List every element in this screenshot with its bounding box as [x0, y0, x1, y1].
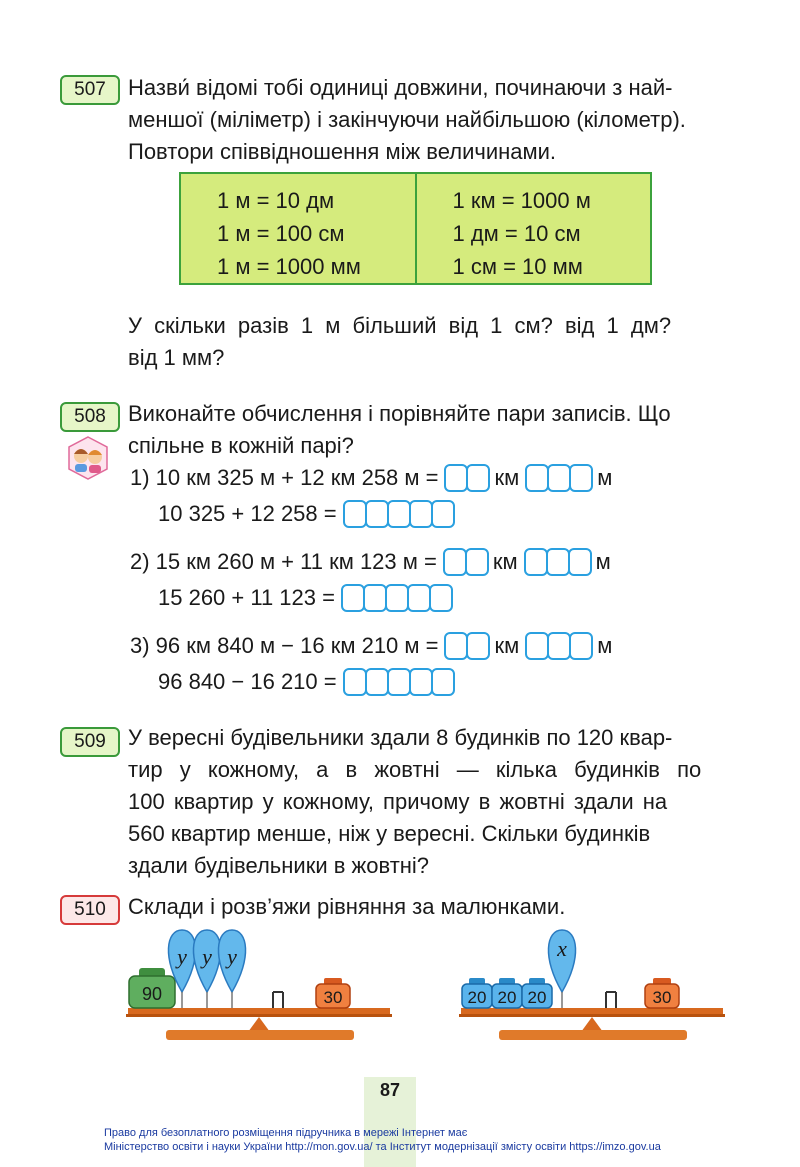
answer-box[interactable]	[409, 668, 433, 696]
exercise-507-question	[128, 310, 720, 374]
unit-m: м	[597, 633, 613, 658]
conversion-row: 1 км = 1000 м	[452, 188, 591, 213]
answer-box[interactable]	[568, 548, 592, 576]
answer-box[interactable]	[409, 500, 433, 528]
conversion-row: 1 м = 10 дм	[217, 188, 335, 213]
svg-text:x: x	[557, 936, 567, 961]
answer-boxes-km[interactable]	[443, 548, 487, 576]
conversion-row: 1 м = 1000 мм	[217, 254, 361, 279]
conversion-row: 1 дм = 10 см	[452, 221, 581, 246]
answer-box[interactable]	[465, 548, 489, 576]
task-2-expression	[130, 547, 611, 577]
answer-boxes-m[interactable]	[524, 548, 590, 576]
answer-box[interactable]	[524, 548, 548, 576]
answer-box[interactable]	[569, 464, 593, 492]
answer-box[interactable]	[547, 464, 571, 492]
answer-boxes[interactable]	[343, 668, 453, 696]
text-line: від 1 мм?	[128, 345, 225, 370]
footer-notice	[104, 1126, 661, 1154]
text-line: тир у кожному, а в жовтні — кілька будинків по	[128, 757, 702, 782]
balance-scale-2	[459, 928, 725, 1046]
task-1-expression	[130, 463, 612, 493]
unit-conversion-table	[179, 172, 652, 285]
unit-m: м	[597, 465, 613, 490]
exercise-number-507: 507	[60, 75, 120, 105]
task-1-number-expression	[158, 499, 459, 529]
scale-beam	[461, 1008, 723, 1014]
answer-box[interactable]	[569, 632, 593, 660]
text-line: спільне в кожній парі?	[128, 433, 354, 458]
text-line: 100 квартир у кожному, причому в жовтні здали на	[128, 789, 668, 814]
answer-boxes-km[interactable]	[444, 632, 488, 660]
answer-box[interactable]	[444, 464, 468, 492]
conversion-row: 1 м = 100 см	[217, 221, 345, 246]
answer-boxes-m[interactable]	[525, 464, 591, 492]
svg-text:20: 20	[527, 988, 547, 1007]
task-2-number-expression	[158, 583, 457, 613]
unit-m: м	[595, 549, 611, 574]
exercise-number-509: 509	[60, 727, 120, 757]
weight-left	[129, 968, 175, 1008]
text-line: 560 квартир менше, ніж у вересні. Скільки будинків	[128, 821, 651, 846]
footer-line: Міністерство освіти і науки України http://mon.gov.ua/ та Інститут модернізації змісту освіти https://imzo.gov.ua	[104, 1141, 661, 1153]
answer-boxes[interactable]	[341, 584, 451, 612]
unit-km: км	[494, 633, 520, 658]
text-line: У скільки разів 1 м більший від 1 см? від 1 дм?	[128, 313, 672, 338]
expression-text: 2) 15 км 260 м + 11 км 123 м =	[130, 549, 437, 574]
answer-box[interactable]	[365, 668, 389, 696]
weight-left	[522, 978, 552, 1008]
exercise-number-510: 510	[60, 895, 120, 925]
svg-text:y: y	[202, 944, 212, 969]
balloon-y	[193, 930, 220, 1008]
answer-box[interactable]	[343, 500, 367, 528]
expression-text: 3) 96 км 840 м − 16 км 210 м =	[130, 633, 439, 658]
answer-box[interactable]	[341, 584, 365, 612]
weight-right	[316, 978, 350, 1008]
scale-base	[166, 1030, 354, 1040]
conversion-column-left	[181, 174, 415, 283]
expression-text: 15 260 + 11 123 =	[158, 585, 335, 610]
text-line: меншої (міліметр) і закінчуючи найбільшою (кілометр).	[128, 107, 686, 132]
expression-text: 10 325 + 12 258 =	[158, 501, 337, 526]
exercise-509-text	[128, 722, 722, 882]
task-3-expression	[130, 631, 612, 661]
svg-text:y: y	[177, 944, 187, 969]
text-line: Склади і розв’яжи рівняння за малюнками.	[128, 894, 566, 919]
expression-text: 96 840 − 16 210 =	[158, 669, 337, 694]
page-number: 87	[379, 1080, 401, 1100]
answer-box[interactable]	[546, 548, 570, 576]
balloon-y	[218, 930, 245, 1008]
pair-work-icon	[66, 436, 110, 480]
weight-label: 90	[141, 984, 163, 1004]
exercise-510-text	[128, 891, 720, 923]
unit-km: км	[492, 549, 518, 574]
exercise-number-508: 508	[60, 402, 120, 432]
answer-box[interactable]	[466, 464, 490, 492]
balance-scale-1	[126, 928, 392, 1046]
answer-box[interactable]	[443, 548, 467, 576]
scale-base	[499, 1030, 687, 1040]
text-line: здали будівельники в жовтні?	[128, 853, 430, 878]
answer-box[interactable]	[387, 668, 411, 696]
exercise-507-text	[128, 72, 720, 168]
answer-box[interactable]	[525, 464, 549, 492]
weight-left	[462, 978, 492, 1008]
conversion-row: 1 см = 10 мм	[452, 254, 583, 279]
text-line: У вересні будівельники здали 8 будинків по 120 квар-	[128, 725, 673, 750]
text-line: Повтори співвідношення між величинами.	[128, 139, 557, 164]
answer-box[interactable]	[363, 584, 387, 612]
text-line: Виконайте обчислення і порівняйте пари записів. Що	[128, 401, 671, 426]
svg-text:20: 20	[497, 988, 517, 1007]
answer-box[interactable]	[343, 668, 367, 696]
answer-box[interactable]	[466, 632, 490, 660]
answer-boxes[interactable]	[343, 500, 453, 528]
weight-left	[492, 978, 522, 1008]
unit-km: км	[494, 465, 520, 490]
answer-box[interactable]	[387, 500, 411, 528]
svg-text:y: y	[227, 944, 237, 969]
svg-text:20: 20	[467, 988, 487, 1007]
answer-box[interactable]	[407, 584, 431, 612]
task-3-number-expression	[158, 667, 459, 697]
footer-line: Право для безоплатного розміщення підручника в мережі Інтернет має	[104, 1127, 468, 1139]
scale-beam	[128, 1008, 390, 1014]
answer-box[interactable]	[429, 584, 453, 612]
answer-boxes-km[interactable]	[444, 464, 488, 492]
answer-box[interactable]	[385, 584, 409, 612]
answer-box[interactable]	[431, 668, 455, 696]
svg-text:30: 30	[652, 988, 672, 1007]
answer-box[interactable]	[365, 500, 389, 528]
answer-box[interactable]	[431, 500, 455, 528]
answer-box[interactable]	[547, 632, 571, 660]
text-line: Назви́ відомі тобі одиниці довжини, починаючи з най-	[128, 75, 673, 100]
answer-box[interactable]	[525, 632, 549, 660]
conversion-column-right	[415, 174, 651, 283]
expression-text: 1) 10 км 325 м + 12 км 258 м =	[130, 465, 439, 490]
exercise-508-text	[128, 398, 720, 462]
answer-box[interactable]	[444, 632, 468, 660]
answer-boxes-m[interactable]	[525, 632, 591, 660]
weight-right	[645, 978, 679, 1008]
svg-text:30: 30	[323, 988, 343, 1007]
